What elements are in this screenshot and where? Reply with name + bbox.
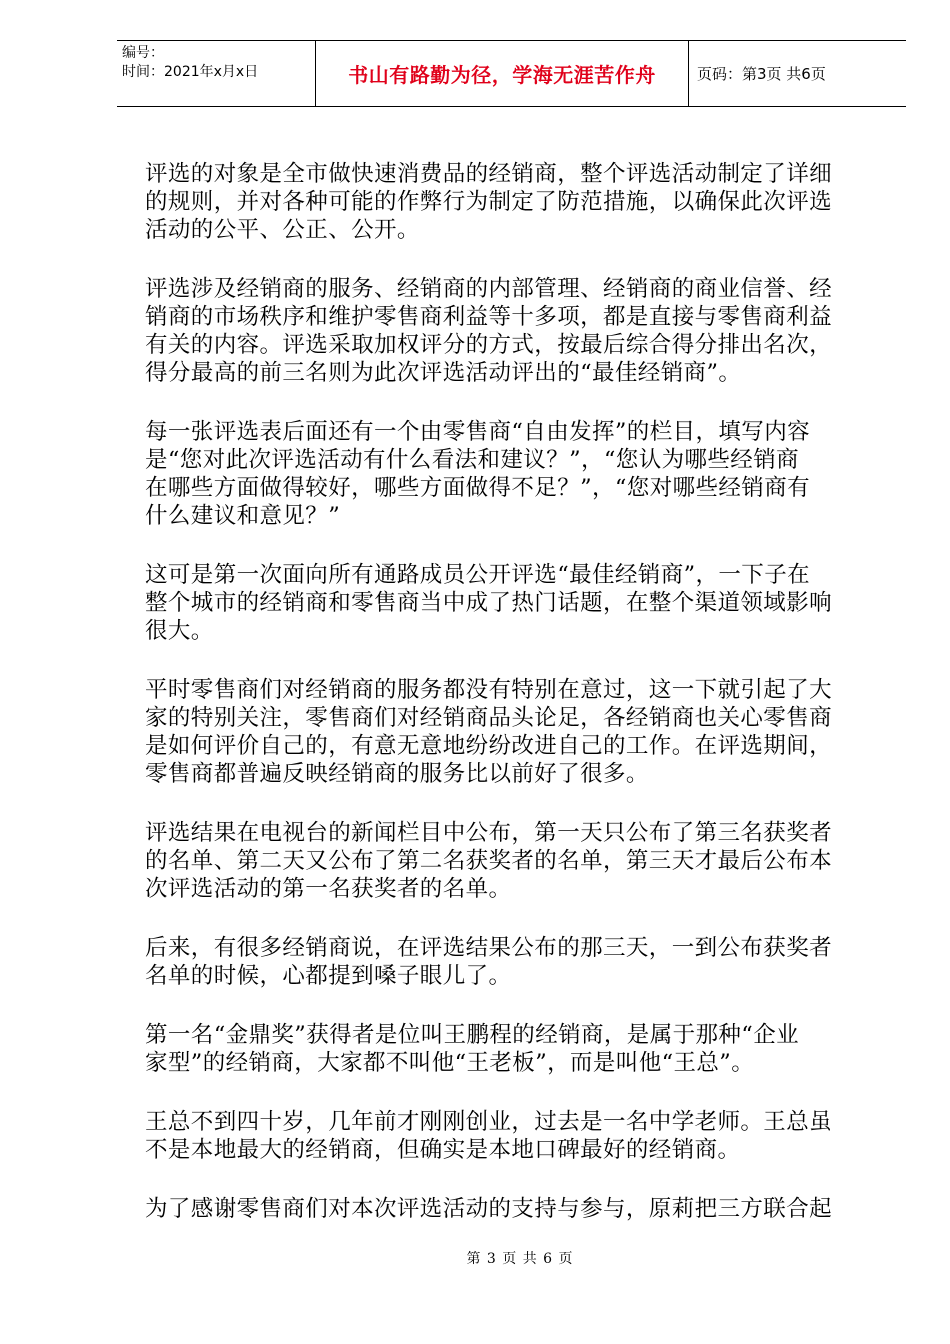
page-footer: 第 3 页 共 6 页 [466,1251,574,1267]
paragraph: 王总不到四十岁，几年前才刚刚创业，过去是一名中学老师。王总虽 不是本地最大的经销商，但确实是本地口碑最好的经销商。 [145,1109,833,1163]
header-meta [117,41,315,106]
paragraph: 评选涉及经销商的服务、经销商的内部管理、经销商的商业信誉、经 销商的市场秩序和维护零售商利益等十多项，都是直接与零售商利益 有关的内容。评选采取加权评分的方式，按最后综合得分排出名次， 得分最高的前三名则为此次评选活动评出的“最佳经销商”。 [145,276,833,386]
header-motto: 书山有路勤为径，学海无涯苦作舟 [315,41,689,106]
paragraph: 平时零售商们对经销商的服务都没有特别在意过，这一下就引起了大 家的特别关注，零售商们对经销商品头论足，各经销商也关心零售商 是如何评价自己的，有意无意地纷纷改进自己的工作。在评选期间， 零售商都普遍反映经销商的服务比以前好了很多。 [145,677,833,787]
document-body [145,160,865,1223]
paragraph: 评选结果在电视台的新闻栏目中公布，第一天只公布了第三名获奖者 的名单、第二天又公布了第二名获奖者的名单，第三天才最后公布本 次评选活动的第一名获奖者的名单。 [145,820,833,902]
paragraph: 这可是第一次面向所有通路成员公开评选“最佳经销商”，一下子在 整个城市的经销商和零售商当中成了热门话题，在整个渠道领域影响 很大。 [145,562,833,644]
paragraph: 评选的对象是全市做快速消费品的经销商，整个评选活动制定了详细 的规则，并对各种可能的作弊行为制定了防范措施，以确保此次评选 活动的公平、公正、公开。 [145,161,833,243]
paragraph: 为了感谢零售商们对本次评选活动的支持与参与，原莉把三方联合起 [145,1196,833,1222]
paragraph: 每一张评选表后面还有一个由零售商“自由发挥”的栏目，填写内容 是“您对此次评选活动有什么看法和建议？”，“您认为哪些经销商 在哪些方面做得较好，哪些方面做得不足？”，“您对哪些经销商有 什么建议和意见？” [145,419,811,529]
document-time-label: 时间：2021年x月x日 [122,64,259,80]
page-header [117,40,906,107]
paragraph: 第一名“金鼎奖”获得者是位叫王鹏程的经销商，是属于那种“企业 家型”的经销商，大家都不叫他“王老板”，而是叫他“王总”。 [145,1022,800,1076]
document-number-label: 编号： [122,45,164,61]
header-page-number: 页码：第3页 共6页 [697,65,826,83]
paragraph: 后来，有很多经销商说，在评选结果公布的那三天，一到公布获奖者 名单的时候，心都提到嗓子眼儿了。 [145,935,833,989]
